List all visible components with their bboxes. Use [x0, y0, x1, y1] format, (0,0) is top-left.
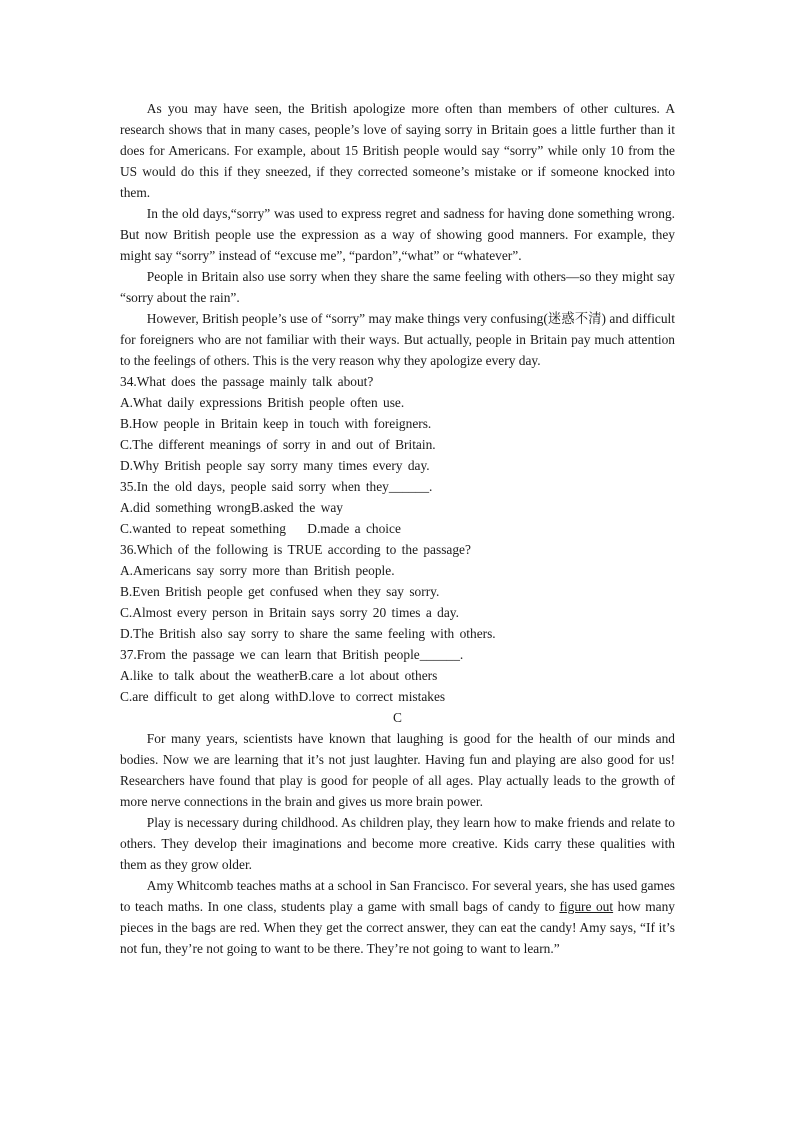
passage-b-paragraph: People in Britain also use sorry when they share the same feeling with others—so they might say “sorry about the rain”. — [120, 269, 675, 305]
question-37 — [120, 644, 675, 707]
question-35 — [120, 476, 675, 539]
answer-option: A.did something wrongB.asked the way — [120, 500, 343, 515]
underlined-phrase: figure out — [559, 899, 614, 914]
answer-option: D.Why British people say sorry many times every day. — [120, 458, 430, 473]
question-36 — [120, 539, 675, 644]
answer-option: A.What daily expressions British people often use. — [120, 395, 405, 410]
answer-option: C.are difficult to get along withD.love to correct mistakes — [120, 689, 446, 704]
answer-option: C.The different meanings of sorry in and out of Britain. — [120, 437, 436, 452]
passage-b-paragraph: However, British people’s use of “sorry” may make things very confusing(迷惑不清) and difficult for foreigners who are not familiar with their ways. But actually, people in Britain pay much attention to the feelings of others. This is the very reason why they apologize every day. — [120, 311, 675, 368]
passage-b-paragraph: In the old days,“sorry” was used to express regret and sadness for having done something wrong. But now British people use the expression as a way of showing good manners. For example, they might say “sorry” instead of “excuse me”, “pardon”,“what” or “whatever”. — [120, 206, 675, 263]
question-stem: 34.What does the passage mainly talk about? — [120, 374, 374, 389]
passage-c-paragraph: For many years, scientists have known that laughing is good for the health of our minds and bodies. Now we are learning that it’s not just laughter. Having fun and playing are also good for us! Researchers have found that play is good for people of all ages. Play actually leads to the growth of more nerve connections in the brain and gives us more brain power. — [120, 731, 675, 809]
question-stem: 37.From the passage we can learn that British people______. — [120, 647, 464, 662]
question-34 — [120, 371, 675, 476]
section-heading: C — [393, 710, 402, 725]
answer-option: D.The British also say sorry to share the same feeling with others. — [120, 626, 496, 641]
passage-b-paragraph: As you may have seen, the British apologize more often than members of other cultures. A research shows that in many cases, people’s love of saying sorry in Britain goes a little further than it does for Americans. For example, about 15 British people would say “sorry” while only 10 from the US would do this if they sneezed, if they corrected someone’s mistake or if someone knocked into them. — [120, 101, 675, 200]
answer-option: C.Almost every person in Britain says sorry 20 times a day. — [120, 605, 459, 620]
answer-option: B.How people in Britain keep in touch with foreigners. — [120, 416, 432, 431]
answer-option: A.Americans say sorry more than British people. — [120, 563, 395, 578]
answer-option: C.wanted to repeat something D.made a choice — [120, 521, 401, 536]
question-stem: 35.In the old days, people said sorry when they______. — [120, 479, 433, 494]
passage-c-paragraph: Play is necessary during childhood. As children play, they learn how to make friends and relate to others. They develop their imaginations and become more creative. Kids carry these qualities with them as they grow older. — [120, 815, 675, 872]
document-page — [120, 98, 675, 959]
passage-c-paragraph — [120, 875, 675, 959]
answer-option: A.like to talk about the weatherB.care a lot about others — [120, 668, 438, 683]
answer-option: B.Even British people get confused when they say sorry. — [120, 584, 440, 599]
paragraph-text: how many pieces in the bags are red. When they get the correct answer, they can eat the candy! Amy says, “If it’s not fun, they’re not going to want to be there. They’re not going to want to learn.” — [120, 899, 676, 956]
paragraph-text: Amy Whitcomb teaches maths at a school in San Francisco. For several years, she has used games to teach maths. In one class, students play a game with small bags of candy to — [120, 878, 675, 914]
question-stem: 36.Which of the following is TRUE according to the passage? — [120, 542, 471, 557]
